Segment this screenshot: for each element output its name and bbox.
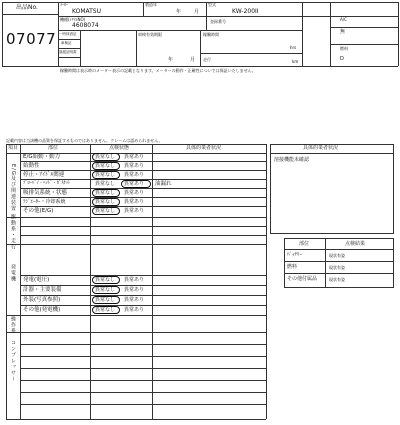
- col-part-header: 部位: [48, 145, 59, 151]
- row-part: ﾌﾞﾛｰﾊﾞｲ・ﾍｯﾄﾞ・ｶﾞｽｹｯﾄ: [23, 181, 71, 186]
- table-row: [20, 275, 266, 285]
- shaken-year-suffix: 年: [168, 57, 174, 63]
- side-row-part: その他付属品: [287, 276, 318, 282]
- section-drive-label: 駆動系・走行: [10, 214, 16, 250]
- opt-none[interactable]: 異常なし: [95, 154, 116, 160]
- maker-label: ﾒｰｶｰ: [60, 2, 68, 7]
- shaken-expiry-label: 車検有効期限: [138, 32, 162, 37]
- ichiji-label: 一時抹消証: [59, 32, 77, 36]
- shaken-month-suffix: 月: [190, 57, 196, 63]
- opt-yes[interactable]: 異常あり: [124, 287, 145, 293]
- inspection-table: [6, 144, 266, 419]
- row-part: その他(発電機): [23, 307, 61, 313]
- mileage-note: 稼働時間は表示時のメーター表示の記載となります。メーターの動作・正確性についでは保証いたしません。: [60, 68, 256, 73]
- table-row: [20, 153, 266, 162]
- table-row: [20, 171, 266, 180]
- section-generator-label: 発電機: [10, 264, 16, 282]
- table-row: [20, 207, 266, 217]
- row-part: 始動性: [23, 163, 40, 169]
- reg-no-label: 登録番号: [210, 19, 226, 24]
- generator-rows: [20, 275, 266, 315]
- row-part: その他(E/G): [23, 208, 54, 214]
- side-row-result: 現状有姿: [329, 253, 345, 258]
- table-row: [20, 305, 266, 315]
- travel-label: 走行: [203, 57, 211, 62]
- maker-value: KOMATSU: [72, 8, 102, 15]
- side-col-part: 部位: [299, 241, 310, 247]
- opt-yes[interactable]: 異常あり: [124, 199, 145, 205]
- opt-yes[interactable]: 異常あり: [124, 181, 145, 187]
- opt-yes[interactable]: 異常あり: [124, 277, 145, 283]
- side-panel: [270, 144, 394, 419]
- side-row-part: 燃料: [287, 264, 298, 270]
- row-part: 計器・主要装備: [23, 287, 62, 293]
- mileage-label: 稼働時間: [203, 32, 219, 37]
- cert-label: 譲渡証明書: [59, 50, 77, 54]
- side-accessory-table: [284, 238, 394, 288]
- table-row: [20, 180, 266, 189]
- side-detail-content: 溶接機能未確認: [274, 157, 310, 163]
- side-detail-title: 具体的業者状況: [303, 145, 339, 151]
- row-part: 停止・ｱｲﾄﾞﾙ関連: [23, 172, 65, 178]
- row-part: 吸排気系統・状態: [23, 190, 68, 196]
- opt-yes[interactable]: 異常あり: [124, 307, 145, 313]
- machine-name-label: 機種(ｼﾘｱﾙNO): [60, 17, 86, 22]
- model-value: KW-200II: [232, 8, 259, 15]
- side-row-result: 現状有姿: [329, 277, 345, 282]
- table-row: [20, 198, 266, 207]
- row-detail: 油漏れ: [155, 181, 172, 187]
- opt-none[interactable]: 異常なし: [95, 172, 116, 178]
- side-row-part: ﾊﾞｯﾃﾘｰ: [287, 252, 303, 258]
- shaken-label: 車検証: [61, 41, 72, 45]
- side-col-result: 点検結果: [345, 241, 366, 247]
- opt-none[interactable]: 異常なし: [95, 208, 116, 214]
- col-detail-header: 具体的業者状況: [186, 145, 222, 151]
- ac-label: A/C: [340, 17, 347, 22]
- row-part: E/G始動・動力: [23, 154, 61, 160]
- opt-yes[interactable]: 異常あり: [124, 297, 145, 303]
- opt-yes[interactable]: 異常あり: [124, 208, 145, 214]
- opt-none[interactable]: 異常なし: [95, 277, 116, 283]
- side-row-result: 現状有姿: [329, 265, 345, 270]
- ac-value: 無: [340, 29, 346, 35]
- section-compressor-label: コンプレッサー: [10, 340, 16, 382]
- opt-yes[interactable]: 異常あり: [124, 190, 145, 196]
- col-item-header: 項目: [8, 145, 19, 151]
- km-unit: km: [292, 59, 299, 64]
- year-suffix: 年: [176, 9, 182, 15]
- opt-none[interactable]: 異常なし: [95, 199, 116, 205]
- first-reg-label: 製造年: [145, 2, 157, 7]
- lot-label: 出品No.: [16, 4, 38, 11]
- opt-none[interactable]: 異常なし: [95, 307, 116, 313]
- table-row: [20, 295, 266, 305]
- row-part: 外装(写真参照): [23, 297, 61, 303]
- table-row: [20, 285, 266, 295]
- section-engine-label: E/G及び関連装置: [10, 164, 16, 212]
- section-operation-label: 操作系: [10, 316, 16, 334]
- lot-number: 07077: [6, 30, 57, 48]
- opt-yes[interactable]: 異常あり: [124, 163, 145, 169]
- hrs-unit: hrs: [290, 45, 297, 50]
- opt-none[interactable]: 異常なし: [95, 181, 116, 187]
- serial-value: 4608074: [72, 22, 99, 29]
- opt-yes[interactable]: 異常あり: [124, 154, 145, 160]
- row-part: ﾗｼﾞｴｰﾀｰ・冷却系統: [23, 199, 66, 205]
- opt-none[interactable]: 異常なし: [95, 190, 116, 196]
- fuel-label: 燃料: [340, 46, 348, 51]
- row-part: 発電(電圧): [23, 277, 50, 283]
- engine-rows: [20, 153, 266, 217]
- side-detail-box: [270, 144, 394, 234]
- opt-none[interactable]: 異常なし: [95, 163, 116, 169]
- condition-note: 記載内容は当該機の品質を保証するものではありません。クレームは認められません。: [6, 138, 163, 143]
- fuel-value: D: [340, 56, 344, 62]
- opt-yes[interactable]: 異常あり: [124, 172, 145, 178]
- month-suffix: 月: [194, 9, 200, 15]
- model-label: 型式: [208, 2, 216, 7]
- table-row: [20, 189, 266, 198]
- opt-none[interactable]: 異常なし: [95, 287, 116, 293]
- table-row: [20, 162, 266, 171]
- opt-none[interactable]: 異常なし: [95, 297, 116, 303]
- col-check-header: 点検状態: [109, 145, 130, 151]
